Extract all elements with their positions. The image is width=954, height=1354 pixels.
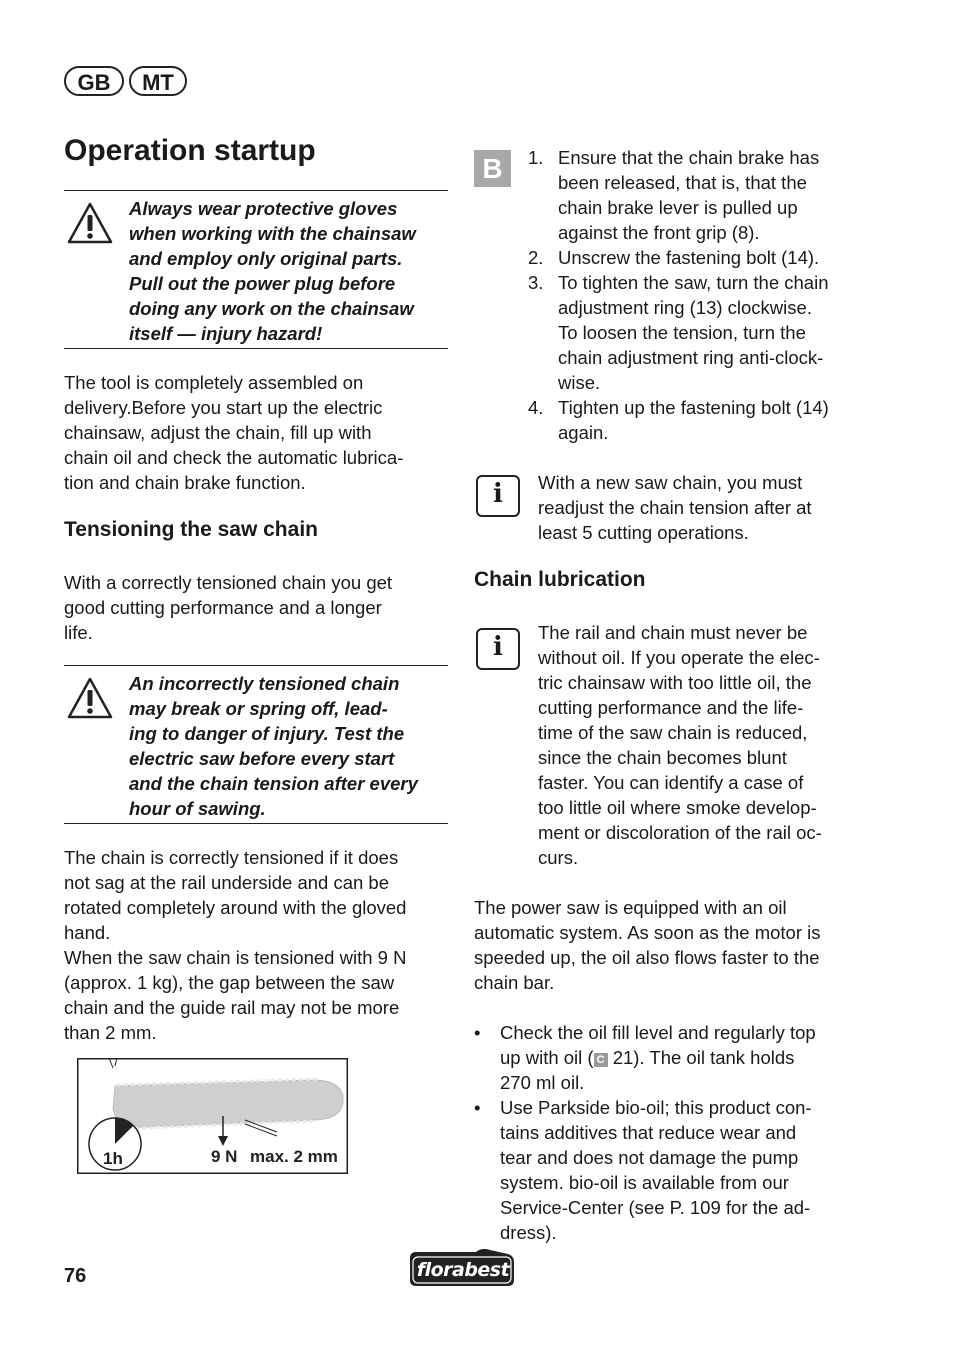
info-icon: i — [476, 628, 520, 670]
tensioning-steps-list — [528, 145, 868, 445]
page-number: 76 — [64, 1265, 87, 1287]
section-heading-lubrication: Chain lubrication — [474, 568, 646, 591]
language-badge-mt: MT — [129, 66, 187, 96]
warning-box-tension — [64, 665, 448, 824]
warning-triangle-icon — [66, 201, 114, 245]
figure-marker-b: B — [474, 150, 511, 187]
section-heading-tensioning: Tensioning the saw chain — [64, 518, 318, 541]
info-note-oil: The rail and chain must never be without oil. If you operate the elec- tric chainsaw with too little oil, the cutting performance and the life- time of the saw chain is reduced, since the chain becomes blunt faster. You can identify a case of too little oil where smoke develop- ment or discoloration of the rail oc- curs. — [538, 622, 822, 868]
info-note-chain-tension: With a new saw chain, you must readjust the chain tension after at least 5 cutting operations. — [538, 472, 812, 543]
oil-bullet-list — [474, 1020, 864, 1245]
warning-box-gloves — [64, 190, 448, 349]
list-item: 3. To tighten the saw, turn the chain adjustment ring (13) clockwise. To loosen the tension, turn the chain adjustment ring anti-clock- wise. — [528, 272, 829, 393]
info-icon: i — [476, 475, 520, 517]
list-item: 1. Ensure that the chain brake has been released, that is, that the chain brake lever is pulled up against the front grip (8). — [528, 147, 820, 243]
figure-label-gap: max. 2 mm — [250, 1147, 338, 1166]
intro-paragraph: The tool is completely assembled on delivery.Before you start up the electric chainsaw, adjust the chain, fill up with chain oil and check the automatic lubrica- tion and chain brake function. — [64, 372, 404, 493]
warning-triangle-icon — [66, 676, 114, 720]
figure-label-time: 1h — [103, 1149, 123, 1168]
list-item: 2. Unscrew the fastening bolt (14). — [528, 247, 820, 268]
page-title: Operation startup — [64, 134, 316, 167]
list-item: 4. Tighten up the fastening bolt (14) again. — [528, 397, 829, 443]
figure-ref-c: C — [594, 1053, 608, 1067]
tension-check-paragraph: The chain is correctly tensioned if it does not sag at the rail underside and can be rotated completely around with the gloved hand. When the saw chain is tensioned with 9 N (approx. 1 kg), the gap between the saw chain and the guide rail may not be more than 2 mm. — [64, 847, 407, 1043]
list-item: • Use Parkside bio-oil; this product con- tains additives that reduce wear and tear and does not damage the pump system. bio-oil is available from our Service-Center (see P. 109 for the ad- dress). — [474, 1097, 812, 1243]
figure-label-force: 9 N — [211, 1147, 238, 1166]
warning-text-tension: An incorrectly tensioned chain may break or spring off, lead- ing to danger of injury. Test the electric saw before every start and the chain tension after every hour of sawing. — [129, 673, 418, 819]
tension-intro-paragraph: With a correctly tensioned chain you get good cutting performance and a longer life. — [64, 572, 393, 643]
brand-logo: florabest — [406, 1246, 518, 1288]
chain-tension-figure — [77, 1058, 348, 1174]
oil-system-paragraph: The power saw is equipped with an oil automatic system. As soon as the motor is speeded up, the oil also flows faster to the chain bar. — [474, 897, 821, 993]
language-badge-gb: GB — [64, 66, 124, 96]
list-item: • Check the oil fill level and regularly top up with oil ( C 21). The oil tank holds 270 ml oil. — [474, 1022, 816, 1093]
warning-text-gloves: Always wear protective gloves when working with the chainsaw and employ only original parts. Pull out the power plug before doing any work on the chainsaw itself — injury hazard! — [129, 198, 416, 344]
